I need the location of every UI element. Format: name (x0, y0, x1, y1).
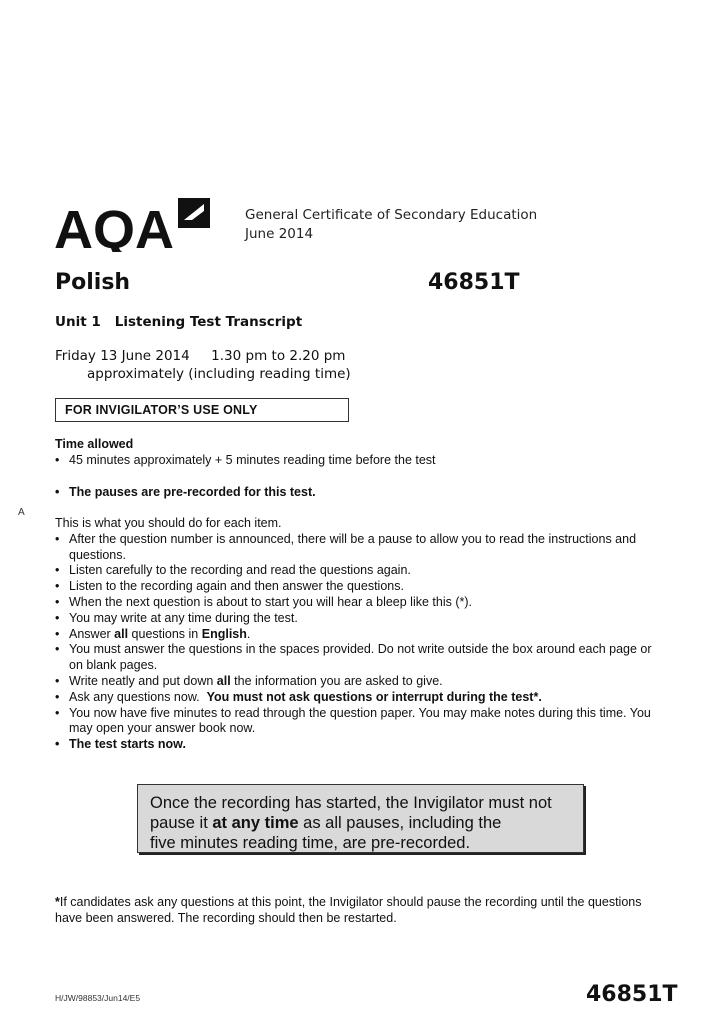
list-item: • After the question number is announced, there will be a pause to allow you to read the instructions and questions. (55, 532, 665, 564)
list-item: • Ask any questions now. You must not ask questions or interrupt during the test*. (55, 690, 665, 706)
list-item: • You must answer the questions in the spaces provided. Do not write outside the box around each page or on blank pages. (55, 642, 665, 674)
margin-mark: A (18, 507, 25, 518)
logo-text: AQA (54, 200, 174, 252)
exam-date (55, 347, 351, 383)
notice-line-3: five minutes reading time, are pre-recorded. (150, 834, 471, 852)
invigilator-use-box: FOR INVIGILATOR’S USE ONLY (55, 398, 349, 422)
pauses-section (55, 485, 665, 501)
unit-number: Unit 1 (55, 314, 101, 330)
footnote-star: * (55, 895, 60, 909)
list-item: • You now have five minutes to read through the question paper. You may make notes during this time. You may open your answer book now. (55, 706, 665, 738)
invigilator-notice (137, 784, 584, 853)
aqa-logo-mark-icon (54, 196, 214, 252)
list-item: • Listen to the recording again and then answer the questions. (55, 579, 665, 595)
instructions-section (55, 516, 665, 753)
time-allowed-section (55, 437, 665, 469)
list-item: • The test starts now. (55, 737, 665, 753)
pauses-note: • The pauses are pre-recorded for this test. (55, 485, 665, 501)
notice-line-1: Once the recording has started, the Invigilator must not (150, 794, 552, 812)
list-item: • When the next question is about to start you will hear a bleep like this (*). (55, 595, 665, 611)
footnote (55, 894, 665, 926)
list-item: • Answer all questions in English. (55, 627, 665, 643)
list-item: • Write neatly and put down all the information you are asked to give. (55, 674, 665, 690)
qualification-title: General Certificate of Secondary Education (245, 207, 538, 223)
notice-line-2: pause it at any time as all pauses, including the (150, 814, 502, 832)
unit-title: Listening Test Transcript (114, 314, 303, 330)
time-allowed-heading: Time allowed (55, 437, 134, 451)
exam-date-note: approximately (including reading time) (87, 366, 351, 382)
qualification-header (245, 206, 537, 244)
exam-session: June 2014 (245, 226, 314, 242)
exam-date-line: Friday 13 June 2014 1.30 pm to 2.20 pm (55, 348, 346, 364)
time-allowed-item: • 45 minutes approximately + 5 minutes reading time before the test (55, 453, 665, 469)
document-reference: H/JW/98853/Jun14/E5 (55, 993, 141, 1003)
paper-code-footer: 46851T (586, 982, 678, 1007)
paper-code: 46851T (428, 270, 520, 295)
list-item: • You may write at any time during the test. (55, 611, 665, 627)
list-item: • Listen carefully to the recording and read the questions again. (55, 563, 665, 579)
aqa-logo (54, 196, 214, 252)
instructions-intro: This is what you should do for each item. (55, 516, 282, 530)
footnote-text: If candidates ask any questions at this point, the Invigilator should pause the recording until the questions have been answered. The recording should then be restarted. (55, 895, 642, 925)
unit-line (55, 314, 316, 330)
subject-title: Polish (55, 270, 131, 295)
